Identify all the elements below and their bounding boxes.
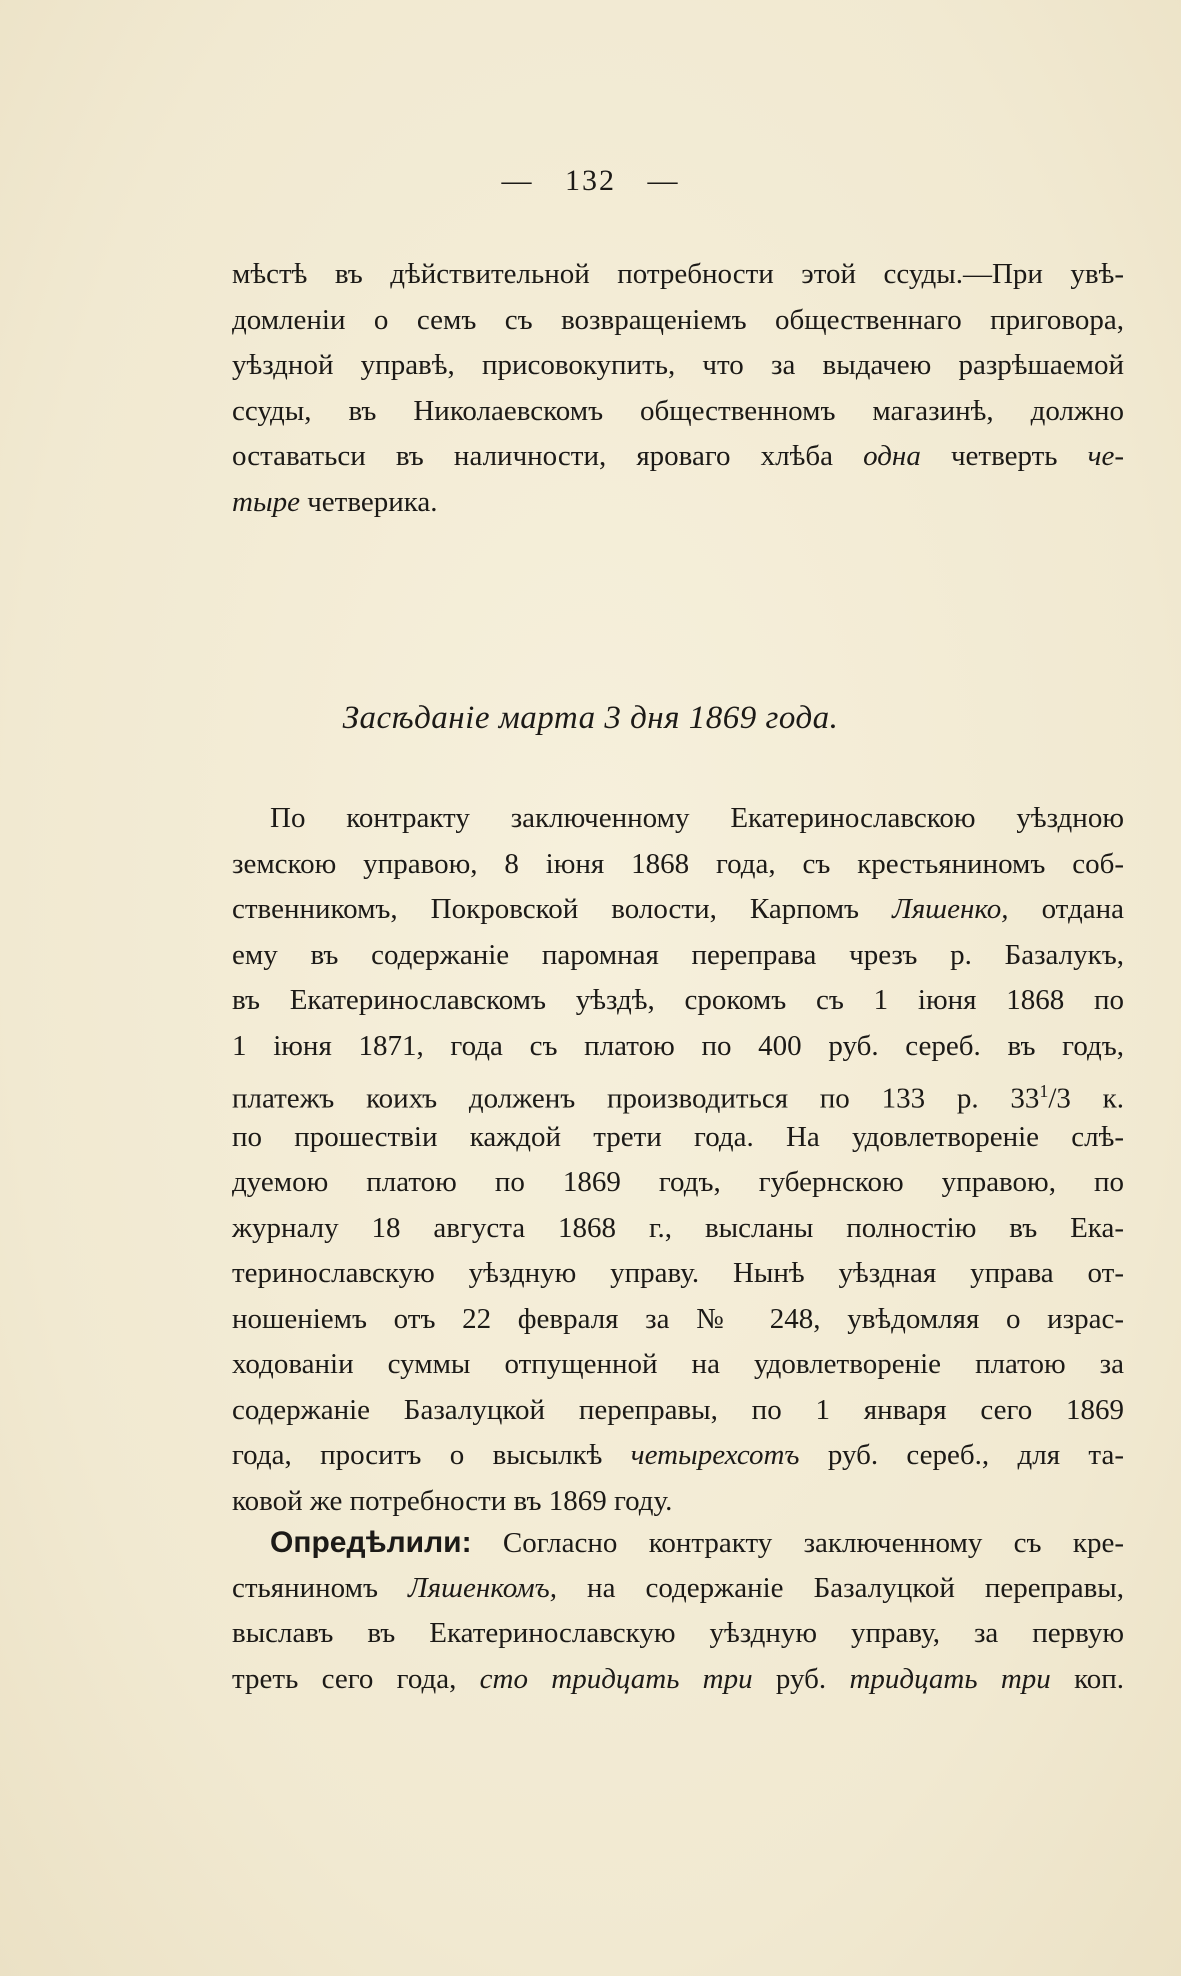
text-span: оставатьси въ наличности, яроваго хлѣба [232, 440, 864, 472]
text-span: ственникомъ, Покровской волости, Карпомъ [232, 893, 893, 925]
text-line [232, 480, 1124, 526]
text-line: ходованіи суммы отпущенной на удовлетвореніе платою за [232, 1348, 1124, 1380]
text-span: платежъ коихъ долженъ производиться по 133 р. 33 [232, 1082, 1040, 1115]
text-line: дуемою платою по 1869 годъ, губернскою управою, по [232, 1166, 1124, 1198]
page-number: 132 [565, 164, 616, 197]
italic-span: тридцать три [849, 1662, 1051, 1695]
text-line: ковой же потребности въ 1869 году. [232, 1484, 673, 1517]
text-line [232, 1433, 1124, 1479]
italic-span: Ляшенко, [892, 893, 1009, 925]
paragraph-resolution [232, 1520, 1124, 1702]
text-line [232, 434, 1124, 480]
italic-span: Ляшенкомъ, [408, 1571, 557, 1604]
text-span: отдана [1008, 893, 1124, 925]
italic-span: четырехсотъ [630, 1439, 800, 1471]
italic-span: че- [1087, 440, 1124, 472]
text-line: по прошествіи каждой трети года. На удовлетвореніе слѣ- [232, 1120, 1124, 1153]
text-line: земскою управою, 8 іюня 1868 года, съ крестьяниномъ соб- [232, 847, 1124, 880]
page-header [0, 164, 1181, 198]
text-line [232, 1657, 1124, 1703]
text-span: коп. [1050, 1662, 1124, 1695]
text-span: треть сего года, [232, 1662, 480, 1695]
text-span: руб. сереб., для та- [799, 1439, 1124, 1471]
text-line: домленіи о семъ съ возвращеніемъ общественнаго приговора, [232, 303, 1124, 336]
italic-span: тыре [232, 485, 300, 518]
fraction-numerator: 1 [1039, 1081, 1049, 1101]
paragraph-contract [232, 796, 1124, 1524]
text-line: мѣстѣ въ дѣйствительной потребности этой ссуды.—При увѣ- [232, 258, 1124, 290]
text-line: 1 іюня 1871, года съ платою по 400 руб. сереб. въ годъ, [232, 1029, 1124, 1062]
text-line [232, 1069, 1124, 1115]
text-line: журналу 18 августа 1868 г., высланы полностію въ Ека- [232, 1211, 1124, 1244]
resolution-label: Опредѣлили: [270, 1526, 472, 1559]
text-span: /3 к. [1048, 1082, 1124, 1115]
text-span: Согласно контракту заключенному съ кре- [471, 1527, 1124, 1559]
text-line [232, 1566, 1124, 1612]
text-span: четверика. [299, 485, 438, 518]
text-line [232, 887, 1124, 933]
text-span: на содержаніе Базалуцкой переправы, [556, 1571, 1124, 1604]
text-line: ему въ содержаніе паромная переправа чрезъ р. Базалукъ, [232, 938, 1124, 971]
text-line [232, 1520, 1124, 1566]
paragraph-continuation [232, 252, 1124, 525]
text-line: въ Екатеринославскомъ уѣздѣ, срокомъ съ 1 іюня 1868 по [232, 984, 1124, 1016]
text-line: ношеніемъ отъ 22 февраля за № 248, увѣдомляя о израс- [232, 1302, 1124, 1335]
text-line: выславъ въ Екатеринославскую уѣздную управу, за первую [232, 1617, 1124, 1649]
text-span: руб. [752, 1662, 850, 1695]
text-span: четверть [920, 440, 1088, 472]
text-line: теринославскую уѣздную управу. Нынѣ уѣздная управа от- [232, 1257, 1124, 1289]
section-title: Засѣданіе марта 3 дня 1869 года. [342, 700, 839, 736]
header-dash-left: — [501, 164, 534, 197]
text-span: года, проситъ о высылкѣ [232, 1439, 631, 1471]
text-span: стьяниномъ [232, 1571, 409, 1604]
text-line: По контракту заключенному Екатеринославскою уѣздною [270, 802, 1124, 834]
header-dash-right: — [647, 164, 680, 197]
text-line: уѣздной управѣ, присовокупить, что за выдачею разрѣшаемой [232, 349, 1124, 381]
italic-span: одна [863, 440, 921, 472]
text-line: ссуды, въ Николаевскомъ общественномъ магазинѣ, должно [232, 394, 1124, 427]
italic-span: сто тридцать три [479, 1662, 753, 1695]
text-line: содержаніе Базалуцкой переправы, по 1 января сего 1869 [232, 1393, 1124, 1426]
